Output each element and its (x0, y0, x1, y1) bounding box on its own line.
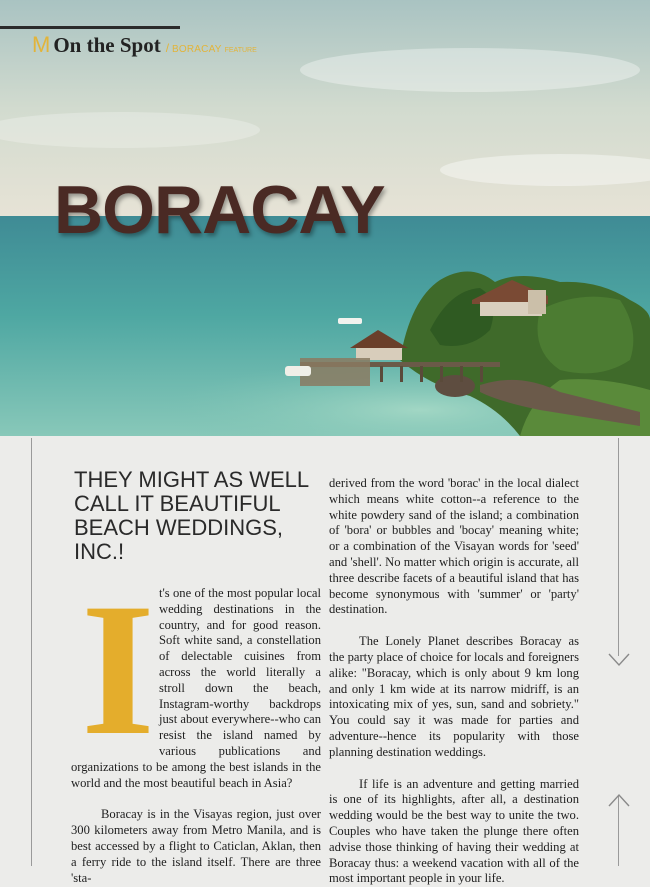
section-category: FEATURE (224, 47, 257, 54)
section-header (32, 32, 257, 58)
section-separator: / (165, 41, 170, 55)
section-place: BORACAY (172, 44, 222, 55)
article-headline: THEY MIGHT AS WELL CALL IT BEAUTIFUL BEACH WEDDINGS, INC.! (74, 467, 309, 564)
article-column-1 (71, 468, 321, 886)
article-paragraph-4: The Lonely Planet describes Boracay as the party place of choice for locals and foreigners alike: "Boracay, which is only about 9 km long and only 1 km wide at its narrow midriff, is an intoxicating mix of yes, sun, sand and sobriety." You could say it was made for parties and adventure--hence its popularity with those planning destination weddings. (329, 634, 579, 759)
right-rule-top (618, 438, 619, 656)
article-paragraph-2: Boracay is in the Visayas region, just over 300 kilometers away from Metro Manila, and is best accessed by a flight to Caticlan, Aklan, then a ferry ride to the island itself. There are three 'sta- (71, 807, 321, 885)
magazine-initial: M (32, 32, 51, 57)
article-column-2 (329, 476, 579, 887)
top-rule (0, 26, 180, 29)
section-title: On the Spot (53, 33, 161, 57)
article-paragraph-3: derived from the word 'borac' in the local dialect which means white cotton--a reference to the white powdery sand of the island; a combination of 'bora' or bubbles and 'bocay' meaning white; or a combination of the Visayan words for 'seed' and 'shell'. No matter which origin is accurate, all three describe facets of a beautiful island that has become synonymous with 'summer' or 'party' destination. (329, 476, 579, 617)
hero-title: BORACAY (54, 172, 385, 248)
left-rule (31, 438, 32, 866)
drop-cap: I (81, 565, 155, 775)
chevron-up-icon[interactable] (608, 793, 630, 807)
chevron-down-icon[interactable] (608, 653, 630, 667)
article-paragraph-1: t's one of the most popular local wedding destinations in the country, and for good reason. Soft white sand, a constellation of delectable cuisines from across the world literally a stroll down the beach, Instagram-worthy backdrops just about everywhere--who can resist the island named by various publications and organizations to be among the best islands in the world and the most beautiful beach in Asia? (71, 586, 321, 790)
article-paragraph-5: If life is an adventure and getting married is one of its highlights, after all, a destination wedding would be the best way to unite the two. Couples who have taken the plunge there often advise those thinking of having their wedding at Boracay thus: a weekend vacation with all of the most important people in your life. (329, 776, 579, 886)
